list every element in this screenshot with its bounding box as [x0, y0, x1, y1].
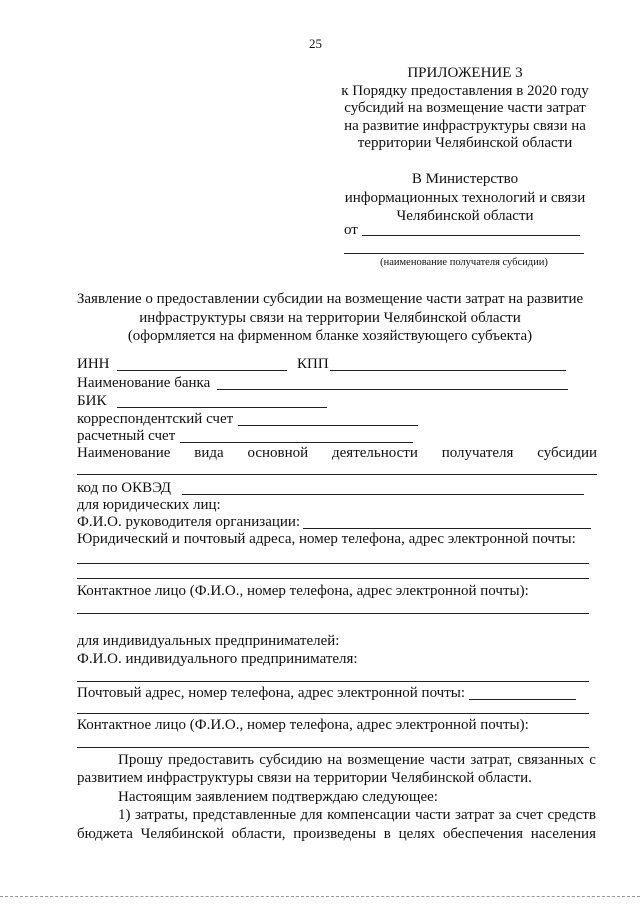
entrepreneurs-label: для индивидуальных предпринимателей: — [77, 633, 340, 649]
entrepreneur-name-label: Ф.И.О. индивидуального предпринимателя: — [77, 651, 358, 667]
bik-field[interactable] — [117, 407, 327, 408]
item1-line-1 — [118, 807, 596, 824]
from-field[interactable] — [362, 235, 580, 236]
word: обеспечения — [442, 826, 523, 842]
word: затрат, — [470, 752, 513, 768]
annex-line: субсидий на возмещение части затрат — [344, 100, 586, 116]
inn-label: ИНН — [77, 356, 110, 372]
word: с — [589, 752, 596, 768]
word: области, — [231, 826, 286, 842]
word: затраты, — [134, 807, 189, 823]
addressee-line: информационных технологий и связи — [344, 189, 586, 206]
recipient-caption: (наименование получателя субсидии) — [380, 257, 548, 268]
okved-field[interactable] — [182, 494, 584, 495]
legal-address-label: Юридический и почтовый адреса, номер телефона, адрес электронной почты: — [77, 531, 576, 547]
word: Наименование — [77, 445, 171, 461]
director-field[interactable] — [303, 528, 591, 529]
word: деятельности — [332, 445, 418, 461]
director-label: Ф.И.О. руководителя организации: — [77, 514, 301, 530]
request-line-1 — [118, 752, 596, 769]
word: компенсации — [327, 807, 411, 823]
inn-field[interactable] — [117, 370, 287, 371]
bank-label: Наименование банка — [77, 375, 211, 391]
word: субсидии — [537, 445, 597, 461]
recipient-name-field[interactable] — [344, 253, 584, 254]
postal-address-field[interactable] — [469, 699, 576, 700]
activity-label — [77, 445, 597, 462]
corr-account-field[interactable] — [238, 425, 418, 426]
statement-heading — [60, 290, 600, 346]
account-field[interactable] — [180, 442, 413, 443]
word: Челябинской — [140, 826, 224, 842]
postal-address-field-2[interactable] — [77, 713, 589, 714]
entrepreneur-name-field[interactable] — [77, 681, 589, 682]
word: целях — [398, 826, 436, 842]
word: связанных — [517, 752, 585, 768]
kpp-field[interactable] — [330, 370, 566, 371]
word: за — [498, 807, 512, 823]
postal-address-label: Почтовый адрес, номер телефона, адрес электронной почты: — [77, 685, 466, 701]
addressee-block — [330, 170, 600, 226]
word: Прошу — [118, 752, 163, 768]
heading-line: Заявление о предоставлении субсидии на возмещение части затрат на развитие — [76, 291, 584, 307]
annex-line: на развитие инфраструктуры связи на — [344, 117, 586, 134]
from-label: от — [344, 222, 358, 238]
word: в — [383, 826, 391, 842]
contact-person-label-2: Контактное лицо (Ф.И.О., номер телефона, адрес электронной почты): — [77, 717, 529, 733]
word: возмещение — [347, 752, 425, 768]
word: 1) — [118, 807, 131, 823]
annex-block — [330, 65, 600, 153]
word: части — [429, 752, 466, 768]
bank-field[interactable] — [217, 389, 568, 390]
page-number: 25 — [309, 36, 322, 51]
confirm-line: Настоящим заявлением подтверждаю следующее: — [118, 789, 438, 805]
word: затрат — [455, 807, 495, 823]
heading-line: инфраструктуры связи на территории Челябинской области — [139, 309, 521, 326]
word: средств — [547, 807, 596, 823]
word: для — [300, 807, 323, 823]
legal-address-field-2[interactable] — [77, 578, 589, 579]
contact-person-label-1: Контактное лицо (Ф.И.О., номер телефона, адрес электронной почты): — [77, 583, 529, 599]
scan-edge — [0, 896, 640, 897]
addressee-line: В Министерство — [411, 171, 519, 187]
annex-line: территории Челябинской области — [357, 135, 573, 151]
legal-entities-label: для юридических лиц: — [77, 497, 221, 513]
kpp-label: КПП — [297, 356, 329, 372]
word: части — [415, 807, 451, 823]
word: получателя — [441, 445, 514, 461]
legal-address-field-1[interactable] — [77, 563, 589, 564]
corr-account-label: корреспондентский счет — [77, 411, 234, 427]
word: населения — [530, 826, 596, 842]
word: счет — [515, 807, 543, 823]
word: представленные — [192, 807, 297, 823]
bik-label: БИК — [77, 393, 107, 409]
item1-line-2 — [77, 826, 596, 843]
word: бюджета — [77, 826, 133, 842]
account-label: расчетный счет — [77, 428, 176, 444]
annex-title: ПРИЛОЖЕНИЕ 3 — [407, 65, 523, 81]
contact-person-field-2[interactable] — [77, 747, 589, 748]
word: произведены — [293, 826, 377, 842]
word: предоставить — [168, 752, 255, 768]
word: вида — [194, 445, 224, 461]
request-line-2: развитием инфраструктуры связи на территории Челябинской области. — [77, 770, 532, 786]
activity-field[interactable] — [77, 474, 597, 475]
heading-line: (оформляется на фирменном бланке хозяйствующего субъекта) — [127, 328, 533, 344]
okved-label: код по ОКВЭД — [77, 480, 171, 496]
word: на — [327, 752, 343, 768]
word: основной — [247, 445, 309, 461]
word: субсидию — [259, 752, 323, 768]
contact-person-field-1[interactable] — [77, 613, 589, 614]
addressee-line: Челябинской области — [396, 208, 534, 224]
annex-line: к Порядку предоставления в 2020 году — [341, 82, 589, 99]
